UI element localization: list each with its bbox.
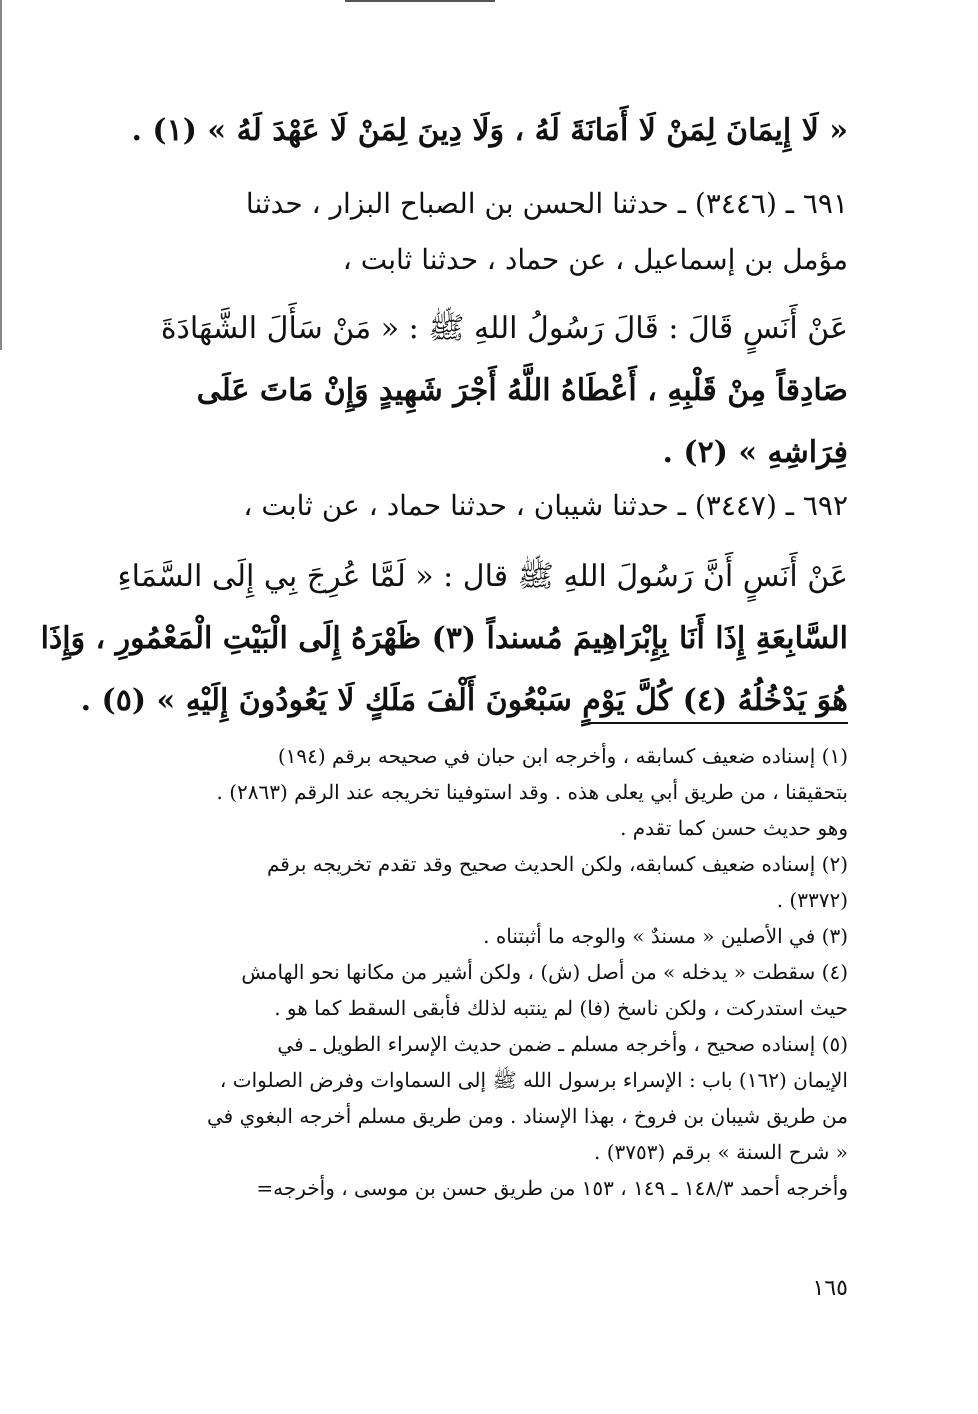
matn-line: عَنْ أَنَسٍ أَنَّ رَسُولَ اللهِ ﷺ قال : « لَمَّا عُرِجَ بِي إِلَى السَّمَاءِ [117,559,848,594]
footnote-5-line: وأخرجه أحمد ١٤٨/٣ ـ ١٤٩ ، ١٥٣ من طريق حسن بن موسى ، وأخرجه= [256,1176,848,1200]
footnote-1-line: (١) إسناده ضعيف كسابقه ، وأخرجه ابن حبان في صحيحه برقم (١٩٤) [277,744,848,768]
hadith-690-ending [131,100,848,162]
footnote-5-line: من طريق شيبان بن فروخ ، بهذا الإسناد . ومن طريق مسلم أخرجه البغوي في [207,1104,848,1128]
footnote-5-line: « شرح السنة » برقم (٣٧٥٣) . [594,1140,848,1164]
footnote-5-line: الإيمان (١٦٢) باب : الإسراء برسول الله ﷺ إلى السماوات وفرض الصلوات ، [219,1068,848,1092]
footnote-1-line: وهو حديث حسن كما تقدم . [620,816,848,840]
hadith-692-isnad [150,478,848,534]
matn-line: السَّابِعَةِ إِذَا أَنَا بِإِبْرَاهِيمَ مُسنداً (٣) ظَهْرَهُ إِلَى الْبَيْتِ الْمَعْمُورِ ، وَإِذَا [40,621,848,656]
isnad-line: ٦٩١ ـ (٣٤٤٦) ـ حدثنا الحسن بن الصباح البزار ، حدثنا [245,187,848,220]
matn-line: صَادِقاً مِنْ قَلْبِهِ ، أَعْطَاهُ اللَّهُ أَجْرَ شَهِيدٍ وَإِنْ مَاتَ عَلَى [196,373,848,408]
isnad-line: مؤمل بن إسماعيل ، عن حماد ، حدثنا ثابت ، [342,243,848,276]
hadith-691-matn [150,298,848,484]
matn-line: فِرَاشِهِ » (٢) . [662,435,848,470]
hadith-690-text: « لَا إِيمَانَ لِمَنْ لَا أَمَانَةَ لَهُ ، وَلَا دِينَ لِمَنْ لَا عَهْدَ لَهُ » (١) . [131,113,848,148]
matn-line: هُوَ يَدْخُلُهُ (٤) كُلَّ يَوْمٍ سَبْعُونَ أَلْفَ مَلَكٍ لَا يَعُودُونَ إِلَيْهِ » (٥) . [80,683,848,718]
scan-left-edge [0,0,2,350]
footnote-2-line: (٢) إسناده ضعيف كسابقه، ولكن الحديث صحيح وقد تقدم تخريجه برقم [266,852,848,876]
footnote-separator [588,722,848,724]
footnote-1-line: بتحقيقنا ، من طريق أبي يعلى هذه . وقد استوفينا تخريجه عند الرقم (٢٨٦٣) . [216,780,848,804]
book-page [40,0,848,1414]
isnad-line: ٦٩٢ ـ (٣٤٤٧) ـ حدثنا شيبان ، حدثنا حماد ، عن ثابت ، [243,489,848,522]
page-number: ١٦٥ [812,1276,848,1301]
matn-line: عَنْ أَنَسٍ قَالَ : قَالَ رَسُولُ اللهِ ﷺ : « مَنْ سَأَلَ الشَّهَادَةَ [160,311,848,346]
footnote-5-line: (٥) إسناده صحيح ، وأخرجه مسلم ـ ضمن حديث الإسراء الطويل ـ في [277,1032,848,1056]
hadith-692-matn [40,546,848,732]
footnote-2-line: (٣٣٧٢) . [776,888,848,912]
hadith-691-isnad [150,176,848,288]
footnotes [150,738,848,1206]
footnote-4-line: حيث استدركت ، ولكن ناسخ (فا) لم ينتبه لذلك فأبقى السقط كما هو . [274,996,848,1020]
footnote-4-line: (٤) سقطت « يدخله » من أصل (ش) ، ولكن أشير من مكانها نحو الهامش [241,960,848,984]
footnote-3-line: (٣) في الأصلين « مسندٌ » والوجه ما أثبتناه . [483,924,848,948]
